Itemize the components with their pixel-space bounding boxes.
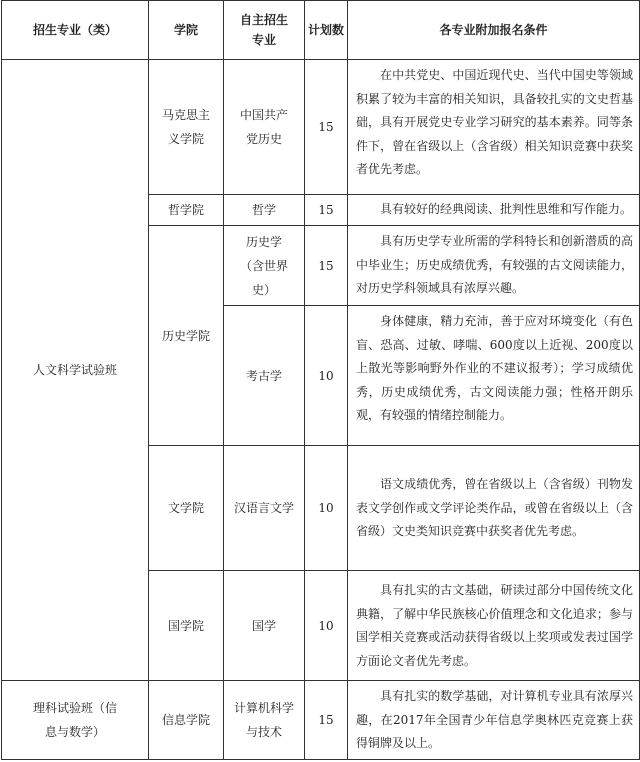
count-cell: 15 <box>305 681 348 760</box>
header-college: 学院 <box>149 1 224 60</box>
major-cell: 历史学（含世界史） <box>224 226 305 306</box>
header-row <box>2 1 640 60</box>
major-cell: 哲学 <box>224 195 305 226</box>
major-cell: 考古学 <box>224 306 305 446</box>
header-plan-count: 计划数 <box>305 1 348 60</box>
major-cell: 计算机科学与技术 <box>224 681 305 760</box>
conditions-cell: 身体健康，精力充沛，善于应对环境变化（有色盲、恐高、过敏、哮喘、600度以上近视、200度以上散光等影响野外作业的不建议报考）；学习成绩优秀，历史成绩优秀，古文阅读能力强；性格开朗乐观，有较强的情绪控制能力。 <box>348 306 640 446</box>
conditions-cell: 在中共党史、中国近现代史、当代中国史等领域积累了较为丰富的相关知识，具备较扎实的文史哲基础，具有开展党史专业学习研究的基本素养。同等条件下，曾在省级以上（含省级）相关知识竞赛中获奖者优先考虑。 <box>348 60 640 195</box>
count-cell: 10 <box>305 446 348 571</box>
group-name: 人文科学试验班 <box>2 60 149 681</box>
count-cell: 15 <box>305 195 348 226</box>
conditions-cell: 语文成绩优秀，曾在省级以上（含省级）刊物发表文学创作或文学评论类作品，或曾在省级以上（含省级）文史类知识竞赛中获奖者优先考虑。 <box>348 446 640 571</box>
conditions-cell: 具有扎实的古文基础，研读过部分中国传统文化典籍，了解中华民族核心价值理念和文化追求；参与国学相关竞赛或活动获得省级以上奖项或发表过国学方面论文者优先考虑。 <box>348 571 640 681</box>
college-cell: 哲学院 <box>149 195 224 226</box>
conditions-cell: 具有历史学专业所需的学科特长和创新潜质的高中毕业生；历史成绩优秀，有较强的古文阅读能力，对历史学科领域具有浓厚兴趣。 <box>348 226 640 306</box>
conditions-cell: 具有较好的经典阅读、批判性思维和写作能力。 <box>348 195 640 226</box>
conditions-cell: 具有扎实的数学基础，对计算机专业具有浓厚兴趣，在2017年全国青少年信息学奥林匹克竞赛上获得铜牌及以上。 <box>348 681 640 760</box>
college-cell: 信息学院 <box>149 681 224 760</box>
header-independent-major: 自主招生专业 <box>224 1 305 60</box>
enrollment-table <box>1 0 640 760</box>
group-name: 理科试验班（信息与数学） <box>2 681 149 760</box>
header-major-category: 招生专业（类） <box>2 1 149 60</box>
college-cell: 国学院 <box>149 571 224 681</box>
table-row <box>2 60 640 195</box>
header-conditions: 各专业附加报名条件 <box>348 1 640 60</box>
count-cell: 15 <box>305 60 348 195</box>
major-cell: 汉语言文学 <box>224 446 305 571</box>
college-cell: 历史学院 <box>149 226 224 446</box>
college-cell: 文学院 <box>149 446 224 571</box>
count-cell: 10 <box>305 306 348 446</box>
major-cell: 中国共产党历史 <box>224 60 305 195</box>
major-cell: 国学 <box>224 571 305 681</box>
count-cell: 10 <box>305 571 348 681</box>
count-cell: 15 <box>305 226 348 306</box>
table-row <box>2 681 640 760</box>
college-cell: 马克思主义学院 <box>149 60 224 195</box>
